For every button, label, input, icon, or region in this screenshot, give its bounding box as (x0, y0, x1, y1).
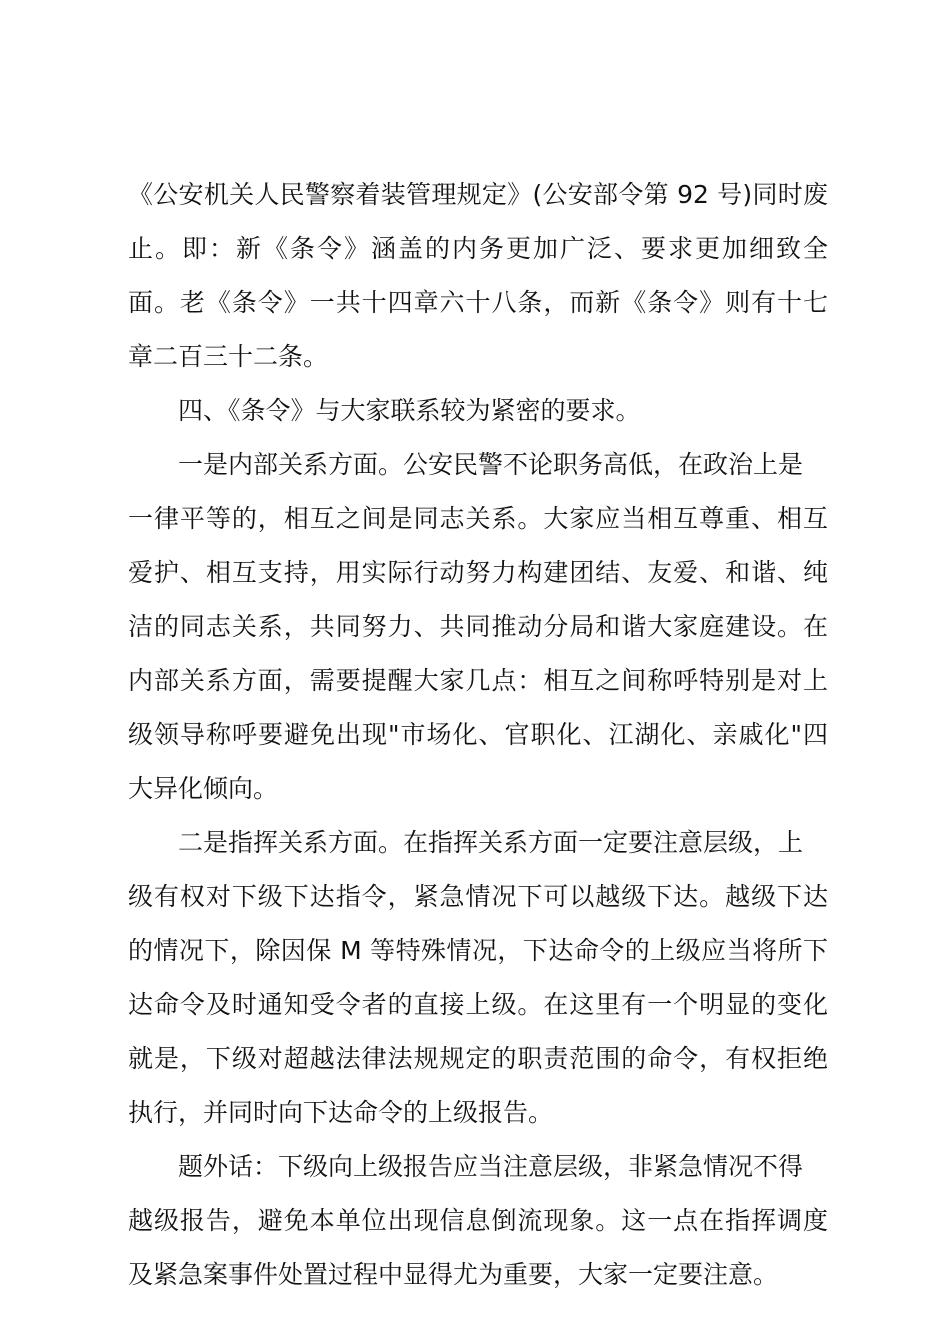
text-line: 执行，并同时向下达命令的上级报告。 (128, 1098, 554, 1127)
text-line: 《公安机关人民警察着装管理规定》(公安部令第 92 号)同时废 (128, 180, 828, 209)
paragraph-command-relations (128, 816, 828, 1140)
paragraph-section-four-heading (128, 384, 828, 438)
text-line: 越级报告，避免本单位出现信息倒流现象。这一点在指挥调度 (128, 1206, 828, 1235)
text-line: 二是指挥关系方面。在指挥关系方面一定要注意层级，上 (178, 828, 804, 857)
text-line: 达命令及时通知受令者的直接上级。在这里有一个明显的变化 (128, 990, 828, 1019)
text-line: 大异化倾向。 (128, 774, 279, 803)
text-line: 内部关系方面，需要提醒大家几点：相互之间称呼特别是对上 (128, 666, 828, 695)
text-line: 爱护、相互支持，用实际行动努力构建团结、友爱、和谐、纯 (128, 558, 828, 587)
text-line: 级有权对下级下达指令，紧急情况下可以越级下达。越级下达 (128, 882, 828, 911)
text-line: 止。即：新《条令》涵盖的内务更加广泛、要求更加细致全 (128, 234, 828, 263)
text-line: 就是，下级对超越法律法规规定的职责范围的命令，有权拒绝 (128, 1044, 828, 1073)
text-line: 题外话：下级向上级报告应当注意层级，非紧急情况不得 (178, 1152, 804, 1181)
section-heading: 四、《条令》与大家联系较为紧密的要求。 (178, 396, 641, 425)
text-line: 面。老《条令》一共十四章六十八条，而新《条令》则有十七 (128, 288, 828, 317)
text-line: 一律平等的，相互之间是同志关系。大家应当相互尊重、相互 (128, 504, 828, 533)
text-line: 及紧急案事件处置过程中显得尤为重要，大家一定要注意。 (128, 1260, 779, 1289)
paragraph-continuation (128, 168, 828, 384)
document-body (128, 168, 828, 1302)
text-line: 的情况下，除因保 M 等特殊情况，下达命令的上级应当将所下 (128, 936, 828, 965)
paragraph-internal-relations (128, 438, 828, 816)
text-line: 洁的同志关系，共同努力、共同推动分局和谐大家庭建设。在 (128, 612, 828, 641)
text-line: 级领导称呼要避免出现"市场化、官职化、江湖化、亲戚化"四 (128, 720, 828, 749)
paragraph-aside-remark (128, 1140, 828, 1302)
text-line: 章二百三十二条。 (128, 342, 329, 371)
text-line: 一是内部关系方面。公安民警不论职务高低，在政治上是 (178, 450, 804, 479)
